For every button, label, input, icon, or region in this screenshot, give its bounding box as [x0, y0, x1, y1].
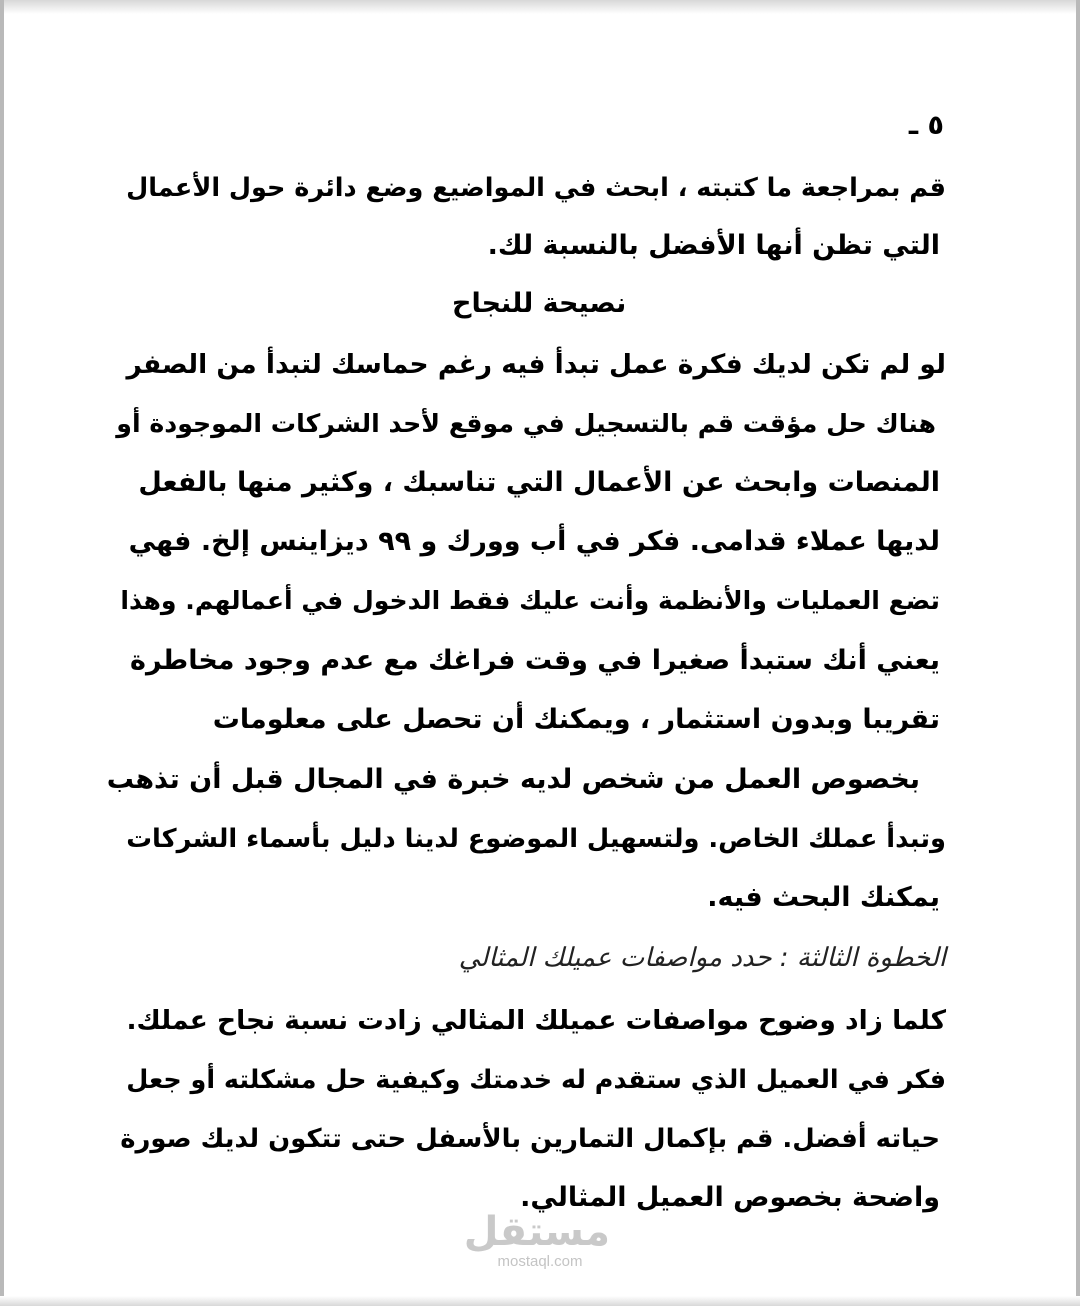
paragraph-2-line: هناك حل مؤقت قم بالتسجيل في موقع لأحد الشركات الموجودة أو: [116, 409, 936, 438]
paragraph-3-line: حياته أفضل. قم بإكمال التمارين بالأسفل حتى تتكون لديك صورة: [120, 1124, 940, 1154]
paragraph-3-line: كلما زاد وضوح مواصفات عميلك المثالي زادت نسبة نجاح عملك.: [126, 1005, 946, 1036]
paragraph-2-line: لديها عملاء قدامى. فكر في أب وورك و ٩٩ ديزاينس إلخ. فهي: [128, 526, 940, 557]
paragraph-2-line: تقريبا وبدون استثمار ، ويمكنك أن تحصل على معلومات: [212, 704, 940, 735]
paragraph-2-line: وتبدأ عملك الخاص. ولتسهيل الموضوع لدينا دليل بأسماء الشركات: [126, 824, 946, 854]
paragraph-2-line: تضع العمليات والأنظمة وأنت عليك فقط الدخول في أعمالهم. وهذا: [120, 586, 940, 615]
paragraph-3-line: واضحة بخصوص العميل المثالي.: [520, 1182, 940, 1213]
paragraph-2-line: بخصوص العمل من شخص لديه خبرة في المجال قبل أن تذهب: [106, 764, 920, 795]
paragraph-2-line: يعني أنك ستبدأ صغيرا في وقت فراغك مع عدم وجود مخاطرة: [130, 645, 940, 676]
paragraph-2-line: يمكنك البحث فيه.: [707, 882, 940, 913]
page-number: ٥ ـ: [908, 110, 944, 141]
page-edge-bottom: [0, 1296, 1080, 1306]
paragraph-2-line: المنصات وابحث عن الأعمال التي تناسبك ، وكثير منها بالفعل: [138, 467, 940, 498]
mostaql-watermark: [463, 1209, 610, 1270]
page-edge-left: [0, 0, 4, 1306]
paragraph-1-line: التي تظن أنها الأفضل بالنسبة لك.: [487, 230, 940, 261]
watermark-logo: مستقل: [463, 1209, 610, 1255]
page-edge-right: [1076, 0, 1080, 1306]
paragraph-2-line: لو لم تكن لديك فكرة عمل تبدأ فيه رغم حماسك لتبدأ من الصفر: [126, 349, 946, 380]
page-edge-top: [0, 0, 1080, 14]
watermark-url: mostaql.com: [497, 1253, 583, 1270]
section-heading: نصيحة للنجاح: [452, 288, 627, 319]
step-title: الخطوة الثالثة : حدد مواصفات عميلك المثالي: [458, 943, 946, 973]
paragraph-3-line: فكر في العميل الذي ستقدم له خدمتك وكيفية حل مشكلته أو جعل: [126, 1065, 946, 1095]
paragraph-1-line: قم بمراجعة ما كتبته ، ابحث في المواضيع وضع دائرة حول الأعمال: [126, 173, 946, 203]
